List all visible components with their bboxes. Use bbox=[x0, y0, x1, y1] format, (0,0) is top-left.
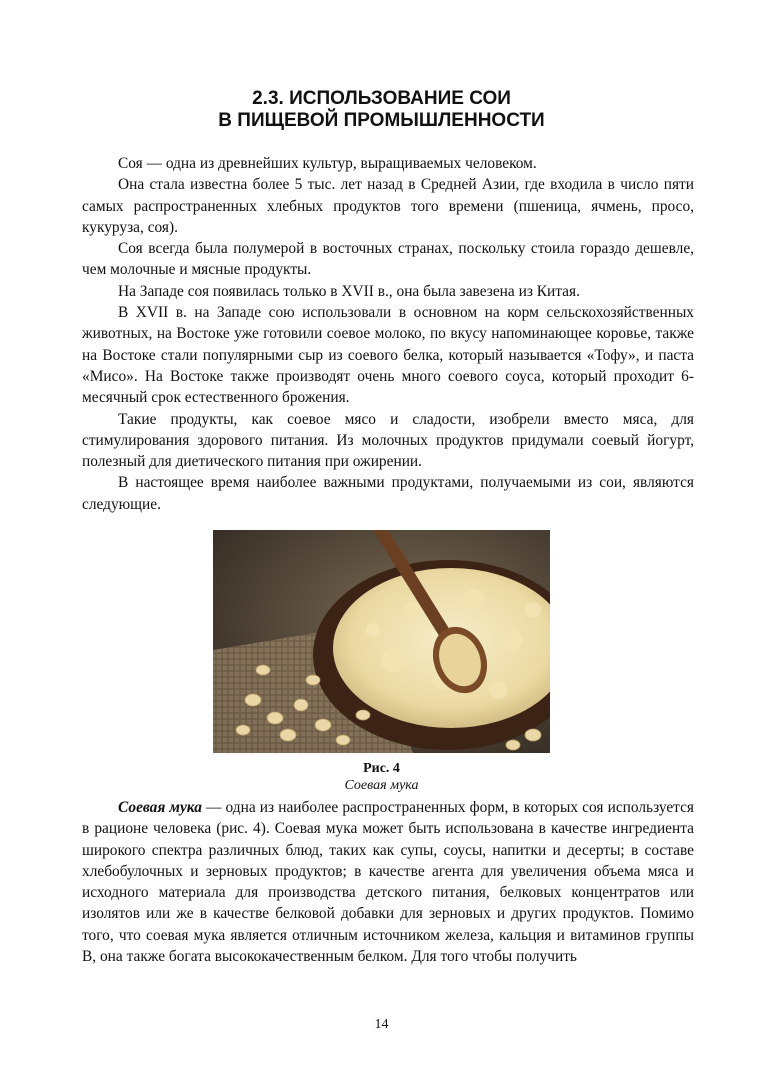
paragraph: Соя — одна из древнейших культур, выращиваемых человеком. bbox=[118, 155, 537, 172]
figure-title: Соевая мука bbox=[344, 778, 419, 793]
section-heading-line-2: В ПИЩЕВОЙ ПРОМЫШЛЕННОСТИ bbox=[218, 110, 545, 131]
paragraph: В настоящее время наиболее важными продуктами, получаемыми из сои, являются следующие. bbox=[82, 474, 694, 513]
intro-text bbox=[82, 153, 694, 515]
paragraph: В XVII в. на Западе сою использовали в основном на корм сельскохозяйственных животных, на Востоке уже готовили соевое молоко, по вкусу напоминающее коровье, также на Востоке стали популярными сыр из соевого белка, который называется «Тофу», и паста «Мисо». На Востоке также производят очень много соевого соуса, который проходит 6-месячный срок естественного брожения. bbox=[82, 304, 694, 407]
figure-caption bbox=[0, 760, 763, 794]
paragraph bbox=[82, 797, 694, 967]
paragraph: Такие продукты, как соевое мясо и сладости, изобрели вместо мяса, для стимулирования здорового питания. Из молочных продуктов придумали соевый йогурт, полезный для диетического питания при ожирении. bbox=[82, 410, 694, 471]
page-number: 14 bbox=[374, 1017, 389, 1032]
soy-flour-photo bbox=[213, 530, 550, 753]
paragraph: На Западе соя появилась только в XVII в., она была завезена из Китая. bbox=[118, 282, 580, 300]
section-heading bbox=[0, 88, 763, 132]
soy-flour-section bbox=[82, 797, 694, 967]
paragraph: Она стала известна более 5 тыс. лет назад в Средней Азии, где входила в число пяти самых распространенных хлебных продуктов того времени (пшеница, ячмень, просо, кукуруза, соя). bbox=[82, 176, 694, 236]
term-soy-flour: Соевая мука bbox=[118, 799, 202, 816]
paragraph: Соя всегда была полумерой в восточных странах, поскольку стоила гораздо дешевле, чем молочные и мясные продукты. bbox=[82, 240, 694, 279]
section-heading-line-1: 2.3. ИСПОЛЬЗОВАНИЕ СОИ bbox=[252, 88, 511, 109]
figure-number: Рис. 4 bbox=[363, 761, 400, 776]
paragraph-text: — одна из наиболее распространенных форм, в которых соя используется в рационе человека (рис. 4). Соевая мука может быть использована в качестве ингредиента широкого спектра различных блюд, таких как супы, соусы, напитки и десерты; в составе хлебобулочных и зерновых продуктов; в качестве агента для увеличения объема мяса и исходного материала для производства детского питания, белковых концентратов или изолятов или же в качестве белковой добавки для зерновых и других продуктов. Помимо того, что соевая мука является отличным источником железа, кальция и витаминов группы В, она также богата высококачественным белком. Для того чтобы получить bbox=[82, 799, 694, 966]
